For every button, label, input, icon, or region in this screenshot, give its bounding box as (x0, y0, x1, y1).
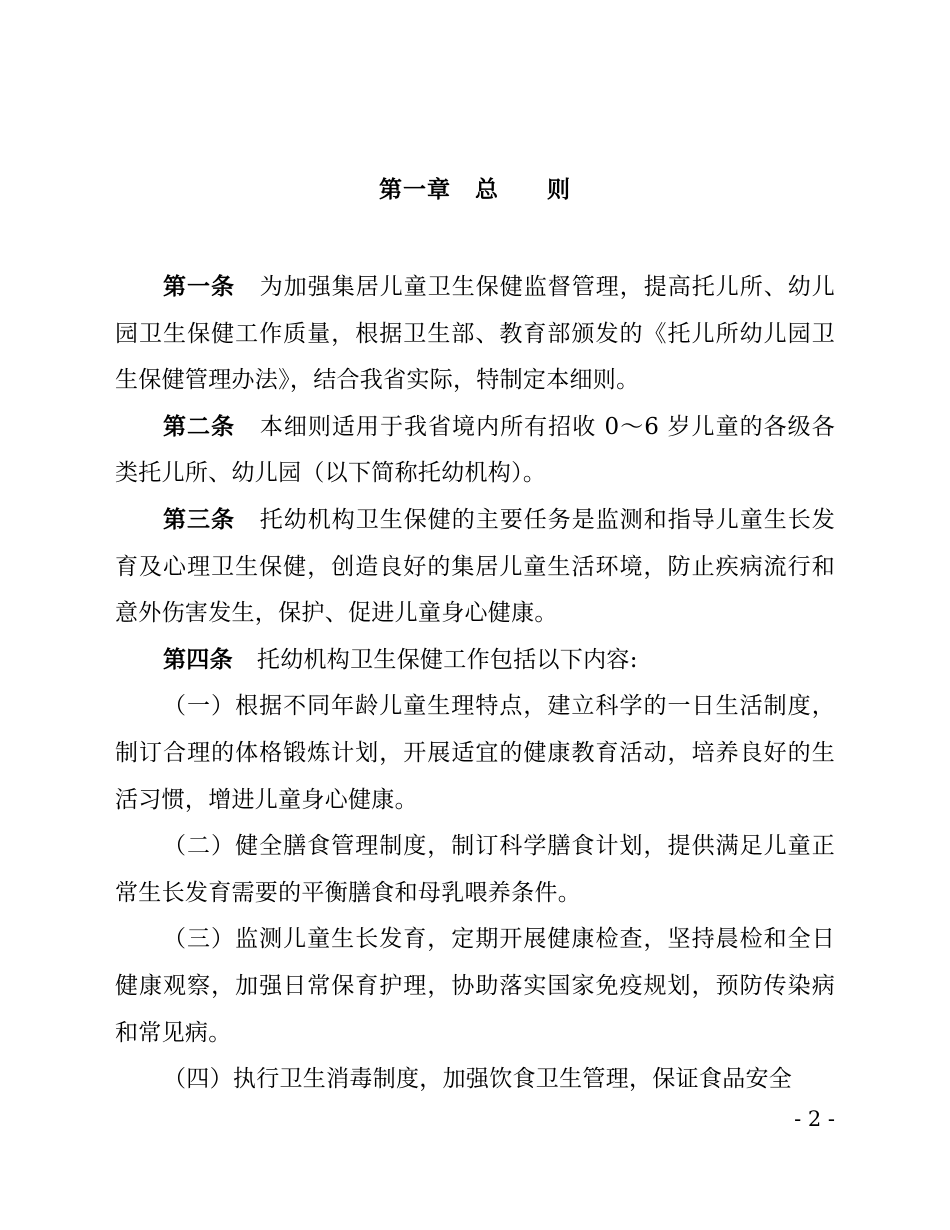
article-number: 第一条 (163, 274, 235, 300)
article-number: 第四条 (163, 646, 233, 673)
list-item-paragraph (115, 1056, 835, 1103)
paragraph-text: 托幼机构卫生保健的主要任务是监测和指导儿童生长发育及心理卫生保健，创造良好的集居儿童生活环境，防止疾病流行和意外伤害发生，保护、促进儿童身心健康。 (115, 506, 835, 627)
paragraph-text: 本细则适用于我省境内所有招收 0～6 岁儿童的各级各类托儿所、幼儿园（以下简称托幼机构）。 (115, 413, 835, 487)
paragraph-text: （二）健全膳食管理制度，制订科学膳食计划，提供满足儿童正常生长发育需要的平衡膳食和母乳喂养条件。 (115, 833, 835, 906)
paragraph-text: （四）执行卫生消毒制度，加强饮食卫生管理，保证食品安全 (163, 1066, 793, 1093)
list-item-paragraph (115, 683, 835, 823)
list-item-paragraph (115, 823, 835, 916)
paragraph-text: （三）监测儿童生长发育，定期开展健康检查，坚持晨检和全日健康观察，加强日常保育护理，协助落实国家免疫规划，预防传染病和常见病。 (115, 926, 835, 1046)
list-item-paragraph (115, 916, 835, 1056)
chapter-title: 第一章 总 则 (379, 177, 571, 203)
article-paragraph (115, 637, 835, 684)
article-number: 第二条 (163, 413, 236, 440)
article-paragraph (115, 497, 835, 637)
article-number: 第三条 (163, 506, 235, 533)
paragraph-text: （一）根据不同年龄儿童生理特点，建立科学的一日生活制度，制订合理的体格锻炼计划，开展适宜的健康教育活动，培养良好的生活习惯，增进儿童身心健康。 (115, 693, 835, 813)
paragraph-text: 托幼机构卫生保健工作包括以下内容: (256, 646, 638, 673)
paragraph-text: 为加强集居儿童卫生保健监督管理，提高托儿所、幼儿园卫生保健工作质量，根据卫生部、教育部颁发的《托儿所幼儿园卫生保健管理办法》，结合我省实际，特制定本细则。 (115, 274, 835, 394)
article-paragraph (115, 264, 835, 404)
body-text (115, 264, 835, 1103)
page-number: - 2 - (794, 1107, 835, 1131)
article-paragraph (115, 404, 835, 497)
